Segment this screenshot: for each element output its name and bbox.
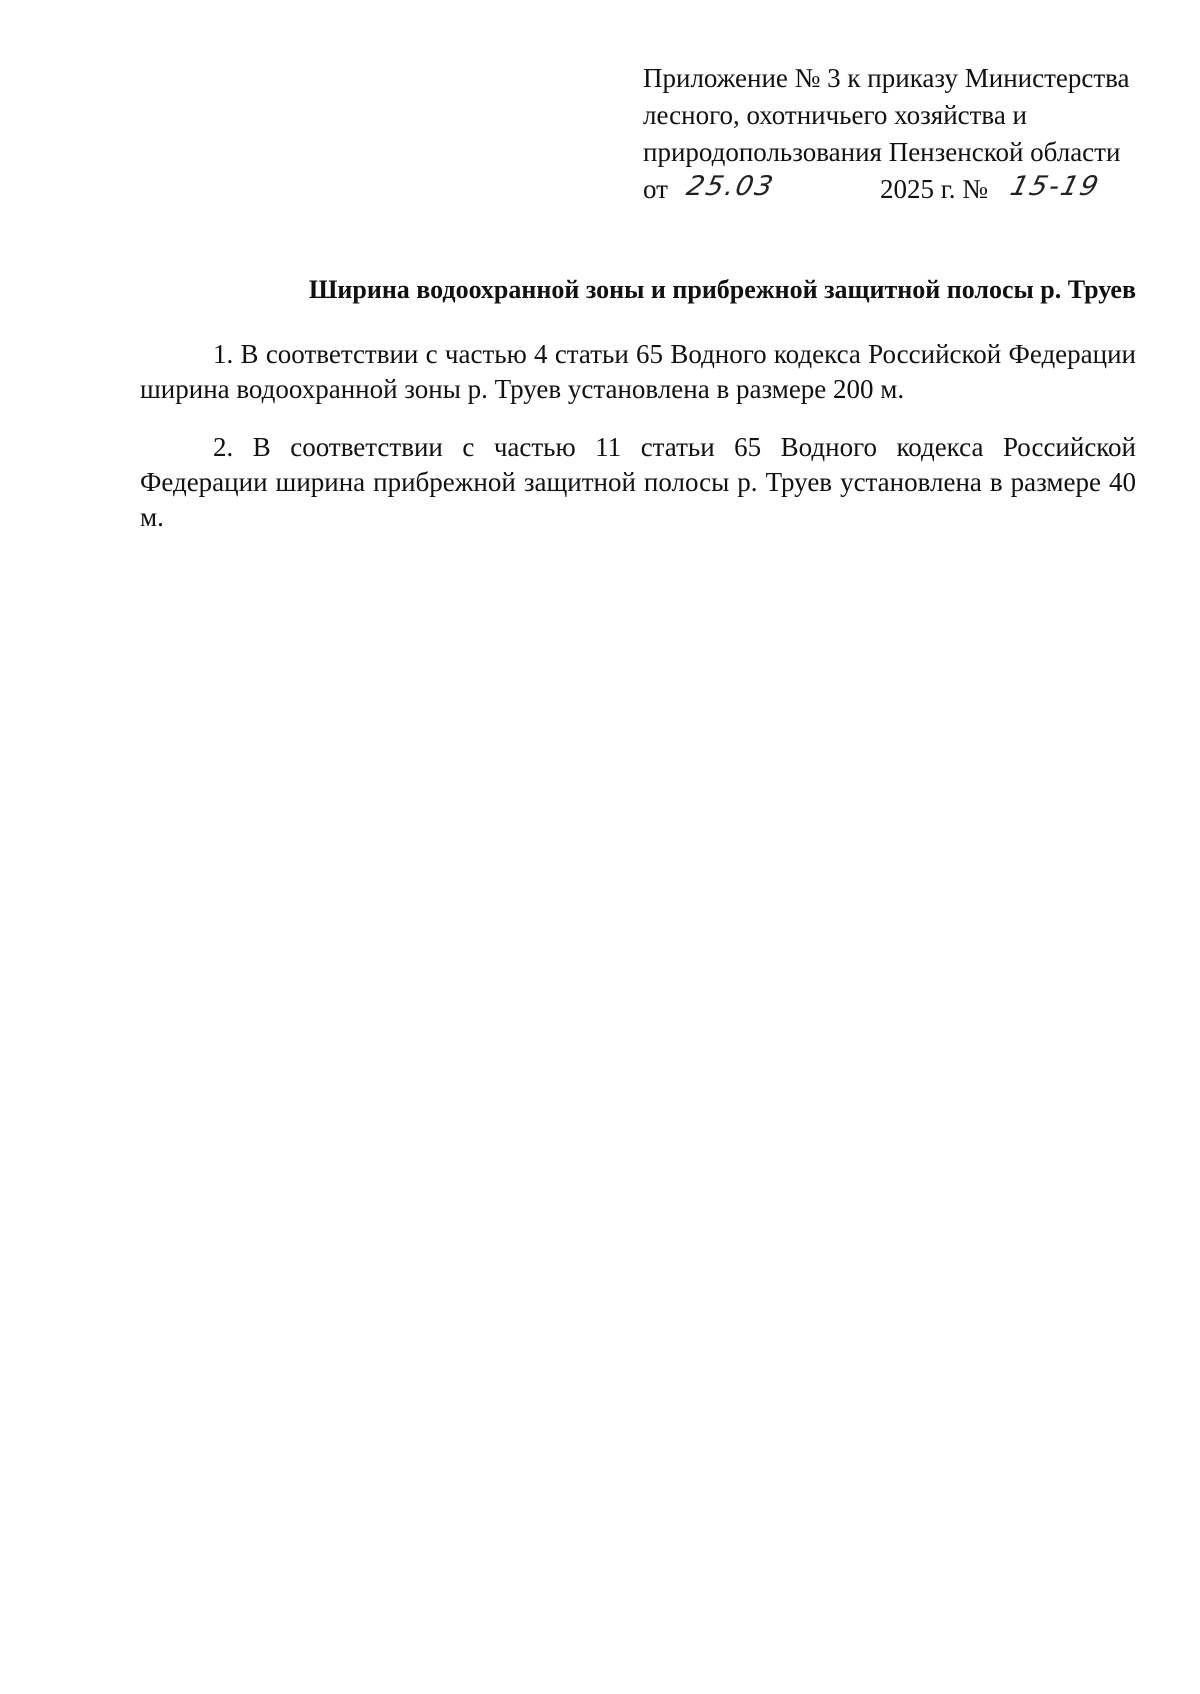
appendix-line-2: лесного, охотничьего хозяйства и — [643, 100, 1027, 130]
appendix-line-1: Приложение № 3 к приказу Министерства — [643, 63, 1130, 93]
appendix-line-3: природопользования Пензенской области — [643, 137, 1121, 167]
appendix-header — [643, 60, 1163, 208]
date-prefix: от — [643, 174, 668, 204]
paragraph-1: 1. В соответствии с частью 4 статьи 65 Водного кодекса Российской Федерации ширина водоохранной зоны р. Труев установлена в размере 200 м. — [140, 339, 1136, 404]
paragraph-2: 2. В соответствии с частью 11 статьи 65 Водного кодекса Российской Федерации ширина прибрежной защитной полосы р. Труев установлена в размере 40 м. — [140, 432, 1136, 532]
handwritten-order-number: 15-19 — [1007, 171, 1104, 202]
year-and-number-label: 2025 г. № — [880, 174, 989, 204]
handwritten-date: 25.03 — [683, 171, 778, 202]
document-title: Ширина водоохранной зоны и прибрежной защитной полосы р. Труев — [308, 275, 1136, 304]
document-body — [140, 337, 1136, 535]
appendix-date-line — [643, 171, 1163, 208]
